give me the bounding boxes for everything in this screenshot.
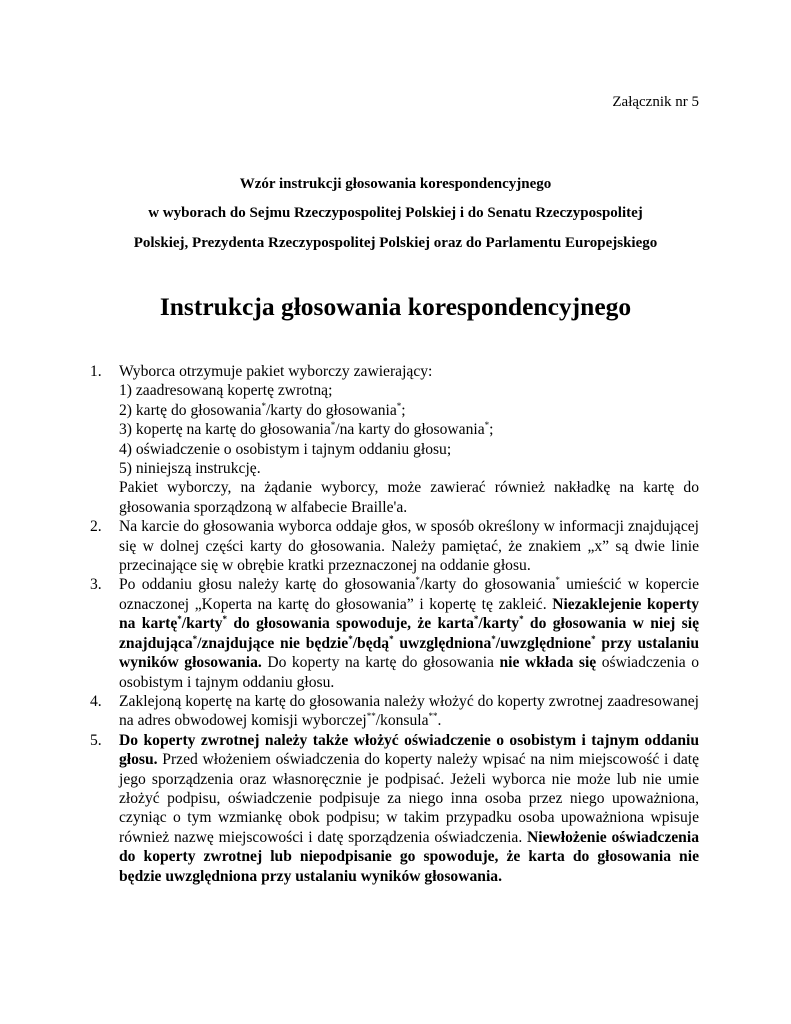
footnote-mark: ** xyxy=(428,711,438,722)
item-1-sub-2: 2) kartę do głosowania*/karty do głosowania*; xyxy=(119,400,406,419)
item-number: 3. xyxy=(90,576,102,594)
item-1-sub-5: 5) niniejszą instrukcję. xyxy=(119,460,261,478)
footnote-mark: * xyxy=(415,575,420,586)
list-item-2 xyxy=(90,517,699,575)
heading-line-2: w wyborach do Sejmu Rzeczypospolitej Polskiej i do Senatu Rzeczypospolitej xyxy=(148,205,643,221)
item-2-text: Na karcie do głosowania wyborca oddaje głos, w sposób określony w informacji znajdującej się w dolnej części karty do głosowania. Należy pamiętać, że znakiem „x” są dwie linie przecinające się w obrębie kratki przeznaczonej na oddanie głosu. xyxy=(119,518,699,575)
item-3-text: Po oddaniu głosu należy kartę do głosowania*/karty do głosowania* umieścić w kopercie oznaczonej „Koperta na kartę do głosowania” i kopertę tę zakleić. Niezaklejenie koperty na kartę*/karty* do głosowania spowoduje, że karta*/karty* do głosowania w niej się znajdująca*/znajdujące nie będzie*/będą* uwzględniona*/uwzględnione* przy ustalaniu wyników głosowania. Do koperty na kartę do głosowania nie wkłada się oświadczenia o osobistym i tajnym oddaniu głosu. xyxy=(119,575,700,691)
list-item-3 xyxy=(90,575,699,691)
footnote-mark: * xyxy=(555,575,560,586)
list-item-4 xyxy=(90,692,699,731)
item-3-emphasis: nie wkłada się xyxy=(499,654,597,672)
item-1-sub-1: 1) zaadresowaną kopertę zwrotną; xyxy=(119,382,333,400)
footnote-mark: ** xyxy=(366,711,376,722)
item-1-intro: Wyborca otrzymuje pakiet wyborczy zawierający: xyxy=(119,363,433,380)
item-3-warning: Niezaklejenie koperty na kartę*/karty* do głosowania spowoduje, że karta*/karty* do głosowania w niej się znajdująca*/znajdujące nie będzie*/będą* uwzględniona*/uwzględnione* przy ustalaniu wyników głosowania. xyxy=(119,595,699,672)
item-number: 4. xyxy=(90,692,102,710)
footnote-mark: * xyxy=(484,420,490,431)
footnote-mark: * xyxy=(396,400,402,411)
footnote-mark: * xyxy=(261,400,266,411)
item-5-text: Do koperty zwrotnej należy także włożyć oświadczenie o osobistym i tajnym oddaniu głosu. Przed włożeniem oświadczenia do koperty należy wpisać na nim miejscowość i datę jego sporządzenia oraz własnoręcznie je podpisać. Jeżeli wyborca nie może lub nie umie złożyć podpisu, oświadczenie podpisuje za niego inna osoba przez niego upoważniona, czyniąc o tym wzmiankę obok podpisu; w takim przypadku osoba upoważniona wpisuje również nazwę miejscowości i datę sporządzenia oświadczenia. Niewłożenie oświadczenia do koperty zwrotnej lub niepodpisanie go spowoduje, że karta do głosowania nie będzie uwzględniona przy ustalaniu wyników głosowania. xyxy=(119,731,699,885)
document-title: Instrukcja głosowania korespondencyjnego xyxy=(159,292,632,321)
instruction-list xyxy=(90,362,699,886)
item-number: 5. xyxy=(90,731,102,749)
heading-line-1: Wzór instrukcji głosowania korespondencyjnego xyxy=(239,176,552,192)
footnote-mark: * xyxy=(330,420,336,431)
item-1-sub-4: 4) oświadczenie o osobistym i tajnym oddaniu głosu; xyxy=(119,440,452,458)
list-item-1 xyxy=(90,362,699,517)
heading-line-3: Polskiej, Prezydenta Rzeczypospolitej Polskiej oraz do Parlamentu Europejskiego xyxy=(133,235,658,251)
item-number: 2. xyxy=(90,518,102,536)
item-1-sub-3: 3) kopertę na kartę do głosowania*/na karty do głosowania*; xyxy=(119,420,494,439)
list-item-5 xyxy=(90,731,699,886)
item-number: 1. xyxy=(90,363,102,380)
item-1-note: Pakiet wyborczy, na żądanie wyborcy, może zawierać również nakładkę na kartę do głosowania sporządzoną w alfabecie Braille'a. xyxy=(119,479,699,516)
item-4-text: Zaklejoną kopertę na kartę do głosowania należy włożyć do koperty zwrotnej zaadresowanej na adres obwodowej komisji wyborczej**/konsula**. xyxy=(119,692,699,730)
item-5-warning: Niewłożenie oświadczenia do koperty zwrotnej lub niepodpisanie go spowoduje, że karta do głosowania nie będzie uwzględniona przy ustalaniu wyników głosowania. xyxy=(119,828,699,885)
annex-label: Załącznik nr 5 xyxy=(612,94,699,110)
